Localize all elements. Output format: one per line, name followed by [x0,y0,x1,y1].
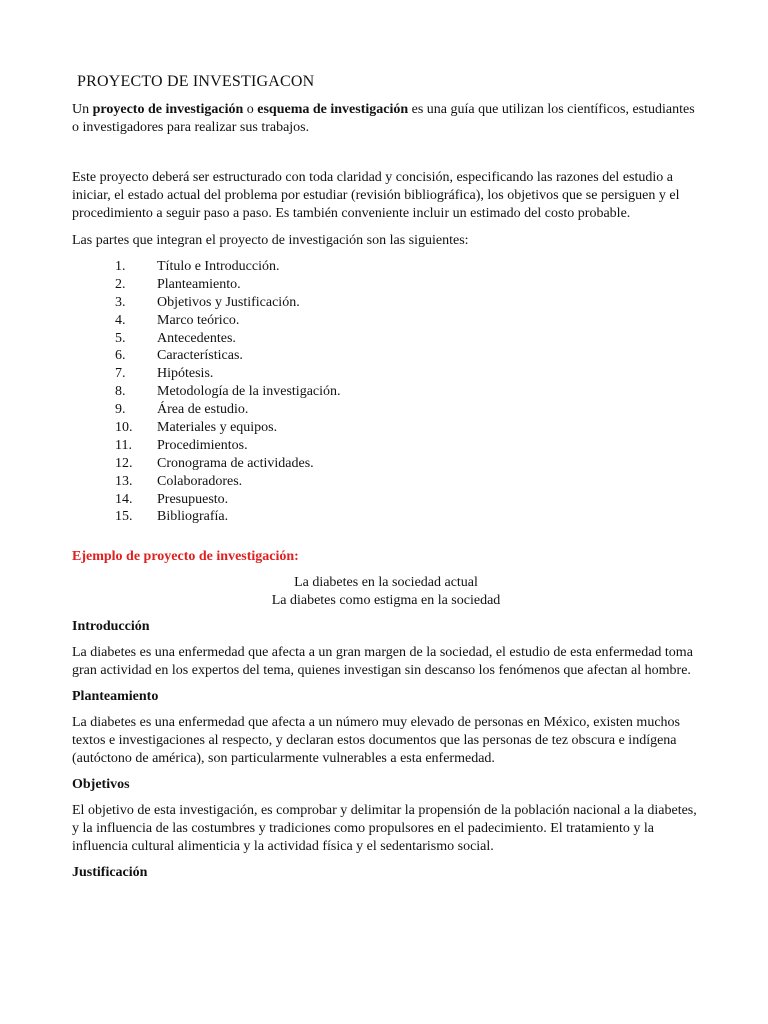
intro-rest: es una guía que utilizan los científicos, estudiantes o investigadores para realizar sus trabajos. [72,102,695,135]
list-item-number: 12. [115,455,133,471]
list-item-label: Marco teórico. [157,312,240,328]
list-item [72,330,700,348]
list-item [72,312,700,330]
list-item-number: 5. [115,330,126,346]
list-item [72,294,700,312]
example-subtitle-2: La diabetes como estigma en la sociedad [271,593,501,609]
list-item-label: Colaboradores. [157,473,243,489]
parts-intro: Las partes que integran el proyecto de investigación son las siguientes: [72,233,469,248]
list-item-label: Metodología de la investigación. [157,384,341,400]
list-item-number: 11. [115,437,132,453]
list-item-number: 2. [115,276,126,292]
section-heading-objetivos: Objetivos [72,777,130,793]
list-item-number: 10. [115,420,133,436]
list-item-number: 14. [115,491,133,507]
intro-term-2: esquema de investigación [257,102,409,117]
list-item-number: 4. [115,312,126,328]
list-item-label: Materiales y equipos. [157,420,278,436]
section-body-introduccion: La diabetes es una enfermedad que afecta a un gran margen de la sociedad, el estudio de esta enfermedad toma gran actividad en los expertos del tema, quienes investigan sin descanso los fenómenos que afectan al hombre. [72,645,693,679]
list-item-number: 7. [115,366,126,382]
list-item-label: Bibliografía. [157,509,229,525]
description-paragraph: Este proyecto deberá ser estructurado con toda claridad y concisión, especificando las razones del estudio a iniciar, el estado actual del problema por estudiar (revisión bibliográfica), los objetivos que se persiguen y el procedimiento a seguir paso a paso. Es también conveniente incluir un estimado del costo probable. [72,170,680,221]
list-item [72,419,700,437]
intro-prefix: Un [72,102,93,117]
list-item-label: Procedimientos. [157,437,248,453]
list-item [72,258,700,276]
list-item-label: Área de estudio. [157,402,249,418]
list-item [72,347,700,365]
list-item [72,437,700,455]
document-body [72,72,700,890]
intro-connector: o [243,102,258,117]
intro-paragraph [72,101,700,137]
list-item-number: 8. [115,384,126,400]
list-item-label: Objetivos y Justificación. [157,294,300,310]
list-item [72,508,700,526]
list-item [72,455,700,473]
list-item-label: Presupuesto. [157,491,229,507]
document-title: PROYECTO DE INVESTIGACON [77,73,315,90]
list-item-number: 1. [115,259,126,274]
list-item [72,401,700,419]
section-heading-justificacion: Justificación [72,865,148,881]
example-subtitle-1: La diabetes en la sociedad actual [294,575,478,591]
example-heading: Ejemplo de proyecto de investigación: [72,549,299,565]
parts-list [72,258,700,526]
list-item [72,276,700,294]
section-body-planteamiento: La diabetes es una enfermedad que afecta a un número muy elevado de personas en México, existen muchos textos e investigaciones al respecto, y declaran estos documentos que las personas de tez obscura e indígena (autóctono de américa), son particularmente vulnerables a esta enfermedad. [72,715,680,767]
list-item-number: 15. [115,509,133,525]
intro-term-1: proyecto de investigación [92,102,244,117]
list-item-label: Características. [157,348,243,364]
list-item-number: 13. [115,473,133,489]
list-item-number: 6. [115,348,126,364]
list-item-number: 3. [115,294,126,310]
list-item-label: Antecedentes. [157,330,236,346]
list-item [72,383,700,401]
list-item [72,365,700,383]
section-body-objetivos: El objetivo de esta investigación, es comprobar y delimitar la propensión de la población nacional a la diabetes, y la influencia de las costumbres y tradiciones como propulsores en el padecimiento. El tratamiento y la influencia cultural alimenticia y la actividad física y el sedentarismo social. [72,803,697,855]
list-item-label: Cronograma de actividades. [157,455,314,471]
list-item-number: 9. [115,402,126,418]
list-item [72,491,700,509]
section-heading-introduccion: Introducción [72,619,150,635]
list-item [72,473,700,491]
list-item-label: Hipótesis. [157,366,214,382]
list-item-label: Planteamiento. [157,276,241,292]
list-item-label: Título e Introducción. [157,259,280,274]
section-heading-planteamiento: Planteamiento [72,689,159,705]
